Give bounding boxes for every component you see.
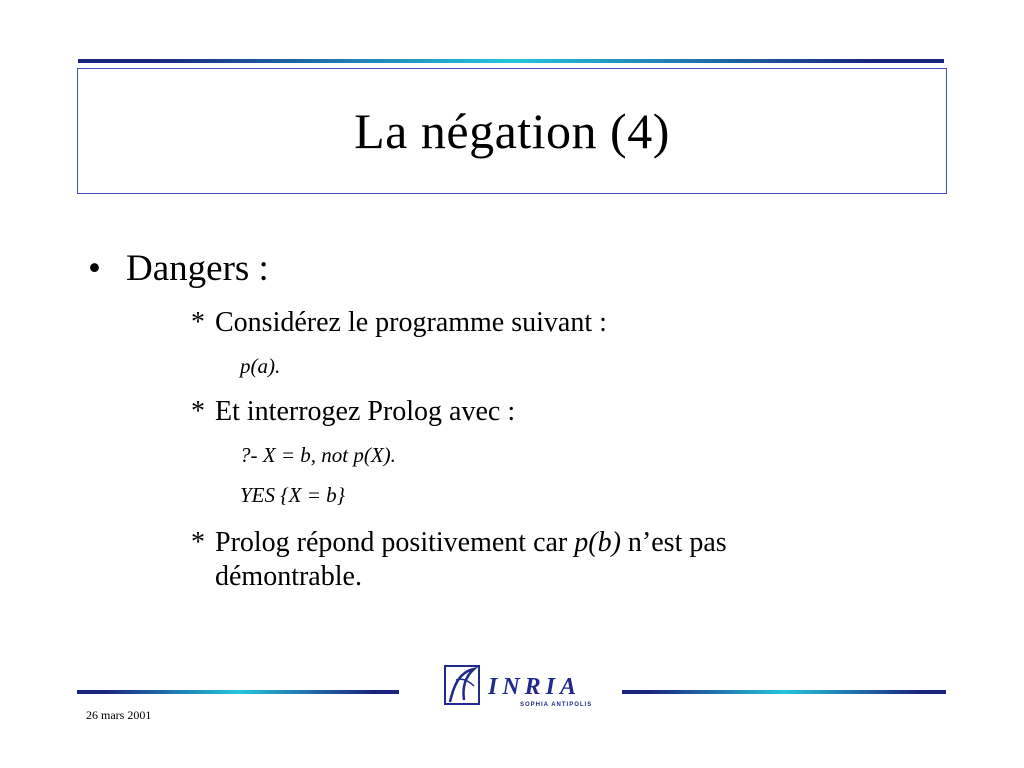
inria-logo	[444, 664, 600, 710]
explanation-text-after: n’est pas	[620, 527, 727, 558]
bullet-dangers	[88, 247, 269, 290]
asterisk-marker: *	[191, 307, 205, 338]
code-line-p-a: p(a).	[240, 354, 281, 378]
bullet-icon: •	[88, 248, 101, 289]
explanation-text-italic: p(b)	[574, 527, 621, 558]
code-line-query: ?- X = b, not p(X).	[240, 443, 396, 467]
bottom-divider-right	[622, 690, 946, 694]
asterisk-marker: *	[191, 396, 205, 427]
explanation-text-before: Prolog répond positivement car	[215, 527, 575, 558]
sub-item-programme-text: Considérez le programme suivant :	[215, 307, 607, 338]
bullet-dangers-text: Dangers :	[126, 248, 269, 289]
title-box	[77, 68, 947, 194]
asterisk-marker: *	[191, 527, 205, 558]
explanation-text-line2: démontrable.	[215, 561, 362, 592]
top-divider-bar	[78, 59, 944, 63]
logo-subtitle: SOPHIA ANTIPOLIS	[520, 702, 593, 708]
sub-item-query	[191, 395, 515, 429]
footer-date: 26 mars 2001	[86, 708, 152, 722]
sub-item-explanation	[191, 526, 727, 594]
sub-item-query-text: Et interrogez Prolog avec :	[215, 396, 516, 427]
code-line-result: YES {X = b}	[240, 483, 346, 507]
slide-title: La négation (4)	[354, 103, 670, 159]
logo-wordmark: INRIA	[488, 674, 582, 700]
sub-item-programme	[191, 306, 607, 340]
bottom-divider-left	[77, 690, 399, 694]
